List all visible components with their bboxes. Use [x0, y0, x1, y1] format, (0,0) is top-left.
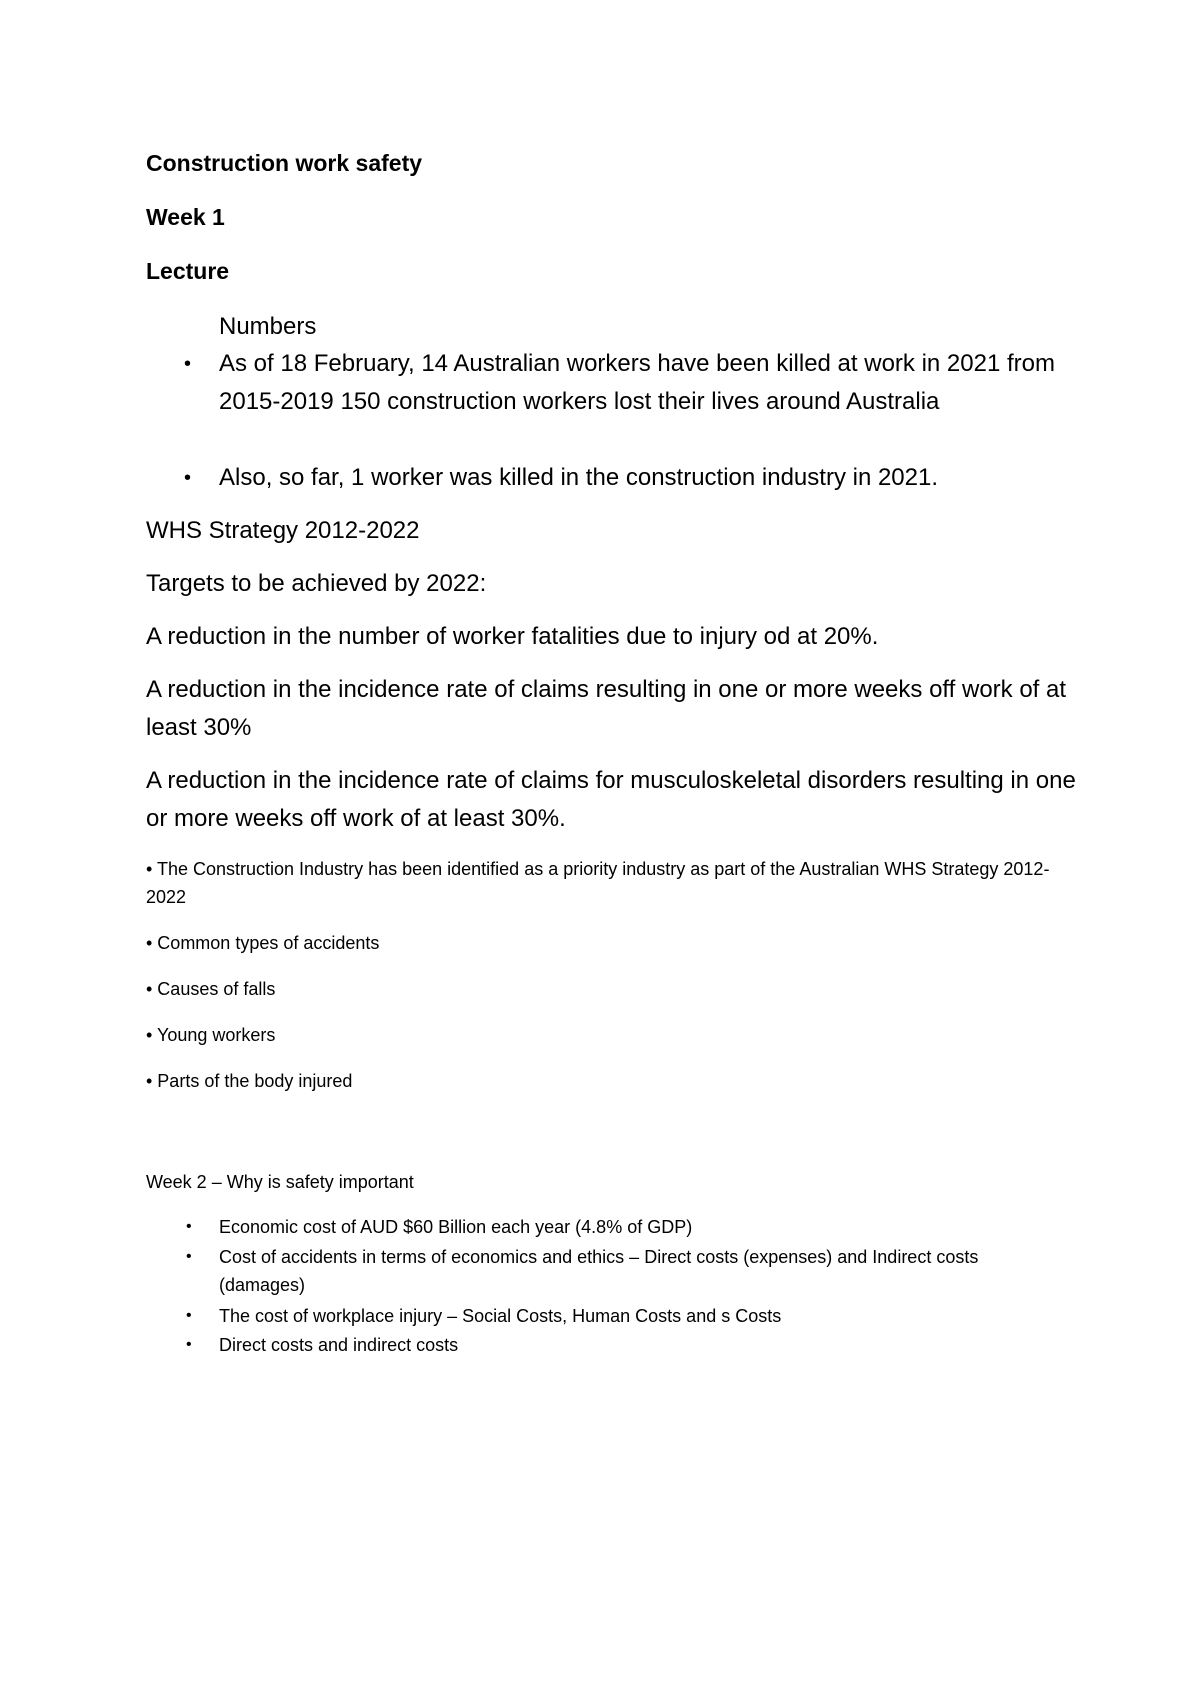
strategy-heading: WHS Strategy 2012-2022 [146, 517, 420, 544]
numbers-label: Numbers [219, 313, 317, 340]
inline-bullet-item: • Parts of the body injured [146, 1071, 353, 1091]
inline-bullet-item: • Young workers [146, 1025, 276, 1045]
list-item [146, 345, 1086, 459]
week2-bullet-text: The cost of workplace injury – Social Costs, Human Costs and s Costs [219, 1306, 782, 1326]
bullet-icon: • [186, 1336, 192, 1353]
list-item [146, 1213, 1066, 1241]
bullet-icon: • [184, 467, 192, 489]
numbers-bullet-text: As of 18 February, 14 Australian workers have been killed at work in 2021 from 2015-2019 150 construction workers lost their lives around Australia [219, 350, 1055, 415]
bullet-icon: • [184, 353, 192, 375]
inline-bullet-item: • The Construction Industry has been identified as a priority industry as part of the Australian WHS Strategy 2012- 2022 [146, 859, 1050, 907]
inline-bullet-item: • Causes of falls [146, 979, 276, 999]
bullet-icon: • [186, 1218, 192, 1235]
week1-heading: Week 1 [146, 204, 225, 230]
target-item: A reduction in the number of worker fatalities due to injury od at 20%. [146, 623, 879, 650]
targets-intro: Targets to be achieved by 2022: [146, 570, 487, 597]
numbers-bullet-text: Also, so far, 1 worker was killed in the construction industry in 2021. [219, 464, 939, 491]
bullet-icon: • [186, 1248, 192, 1265]
inline-bullet-item: • Common types of accidents [146, 933, 380, 953]
lecture-heading: Lecture [146, 258, 230, 284]
document-title: Construction work safety [146, 150, 423, 176]
list-item [146, 459, 1086, 497]
list-item [146, 1302, 1066, 1330]
week2-bullet-text: Economic cost of AUD $60 Billion each year (4.8% of GDP) [219, 1217, 693, 1237]
bullet-icon: • [186, 1307, 192, 1324]
week2-heading: Week 2 – Why is safety important [146, 1172, 414, 1192]
target-item: A reduction in the incidence rate of claims for musculoskeletal disorders resulting in one or more weeks off work of at least 30%. [146, 767, 1076, 832]
week2-bullet-text: Direct costs and indirect costs [219, 1335, 459, 1355]
week2-bullet-text: Cost of accidents in terms of economics and ethics – Direct costs (expenses) and Indirect costs (damages) [219, 1247, 979, 1295]
list-item [146, 1243, 1066, 1299]
list-item [146, 1331, 1066, 1359]
target-item: A reduction in the incidence rate of claims resulting in one or more weeks off work of at least 30% [146, 676, 1067, 741]
